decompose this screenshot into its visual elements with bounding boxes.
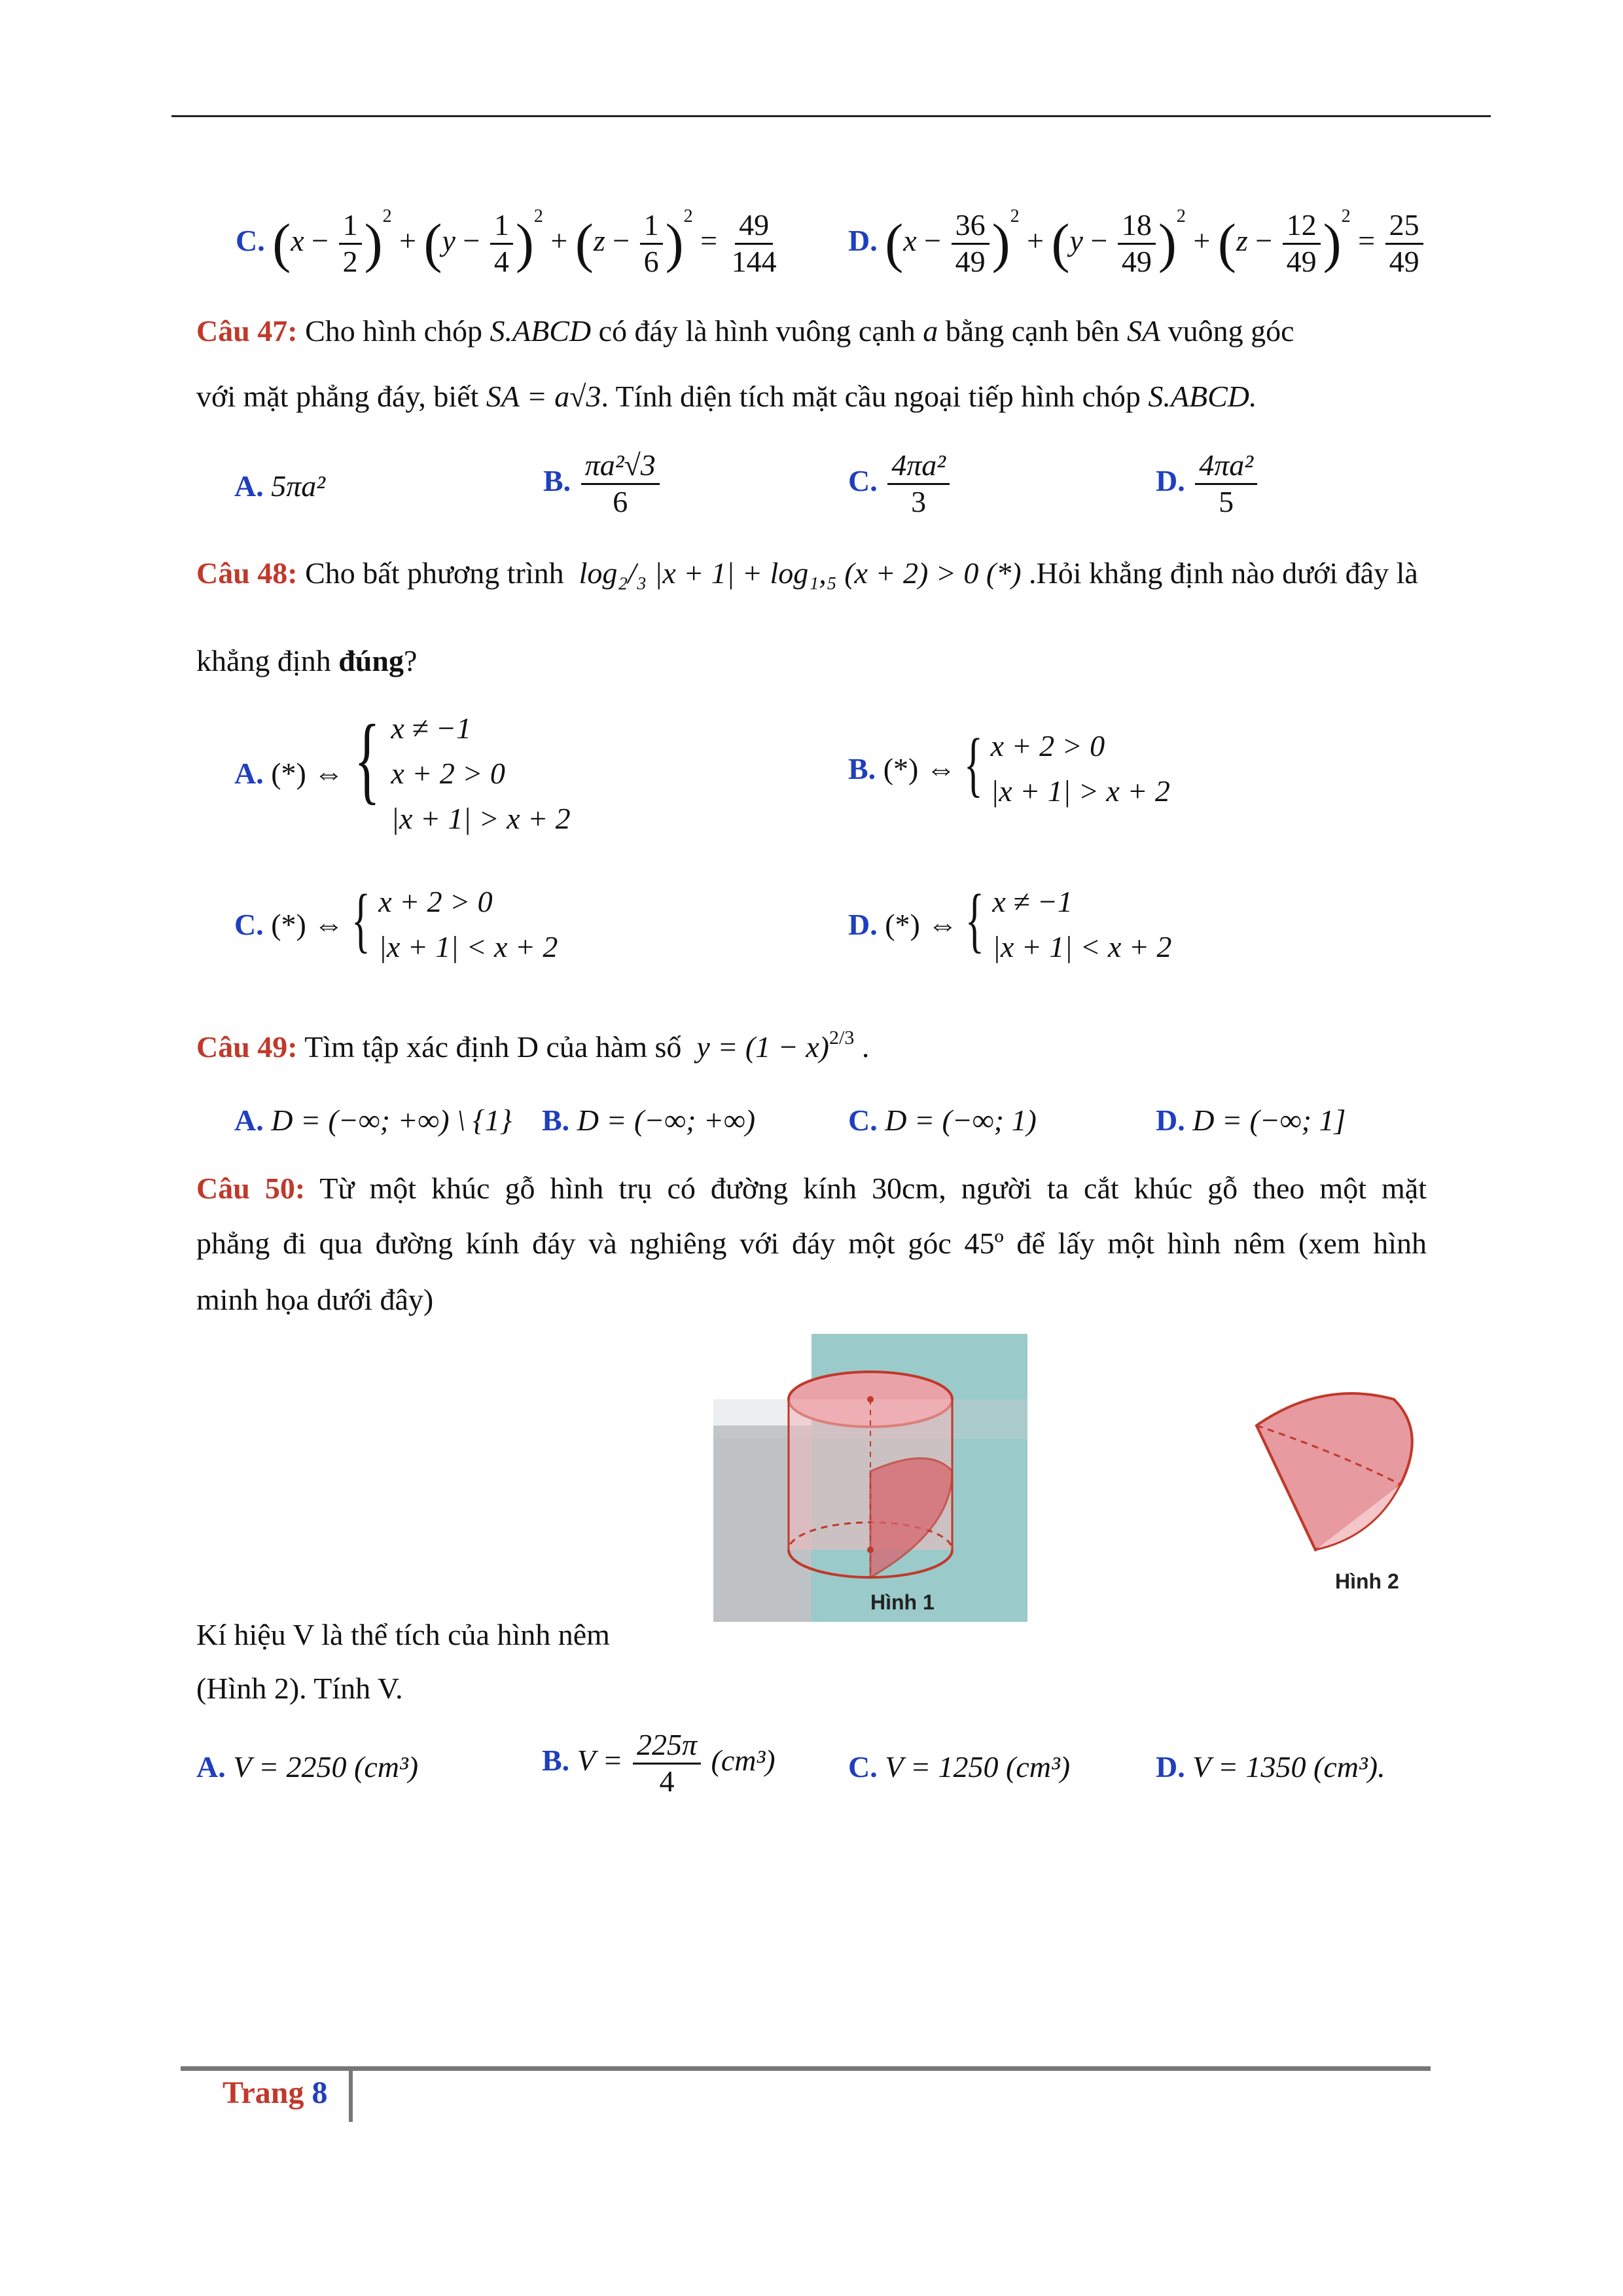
question-50: Câu 50: Từ một khúc gỗ hình trụ có đường kính 30cm, người ta cắt khúc gỗ theo một mặt bbox=[196, 1172, 1427, 1205]
q49-option-b: B. D = (−∞; +∞) bbox=[542, 1103, 756, 1137]
question-48-line2: khẳng định đúng? bbox=[196, 644, 418, 677]
prev-option-c: C. (x − $\frac{1}{2}$ )$^2$ + (y − $\frac{1}{4}$ )$^2$ + (z − $\frac{1}{6}$ )$^2$ = $\frac{49}{144}$ bbox=[236, 206, 777, 278]
q49-option-d: D. D = (−∞; 1] bbox=[1156, 1103, 1346, 1137]
question-50-line5: (Hình 2). Tính V. bbox=[196, 1672, 403, 1705]
option-label: D. bbox=[848, 223, 878, 257]
q50-option-a: A. V = 2250 (cm³) bbox=[196, 1750, 419, 1784]
q47-option-a: A. 5πa² bbox=[234, 469, 326, 503]
q48-option-a: A. (*) ⇔ { x ≠ −1 x + 2 > 0 |x + 1| > x + 2 bbox=[234, 705, 571, 836]
q50-option-d: D. V = 1350 (cm³). bbox=[1156, 1750, 1385, 1784]
q47-option-d: D. $\frac{\text{4πa²}}{5}$ bbox=[1156, 448, 1260, 520]
question-47: Câu 47: Cho hình chóp S.ABCD có đáy là hình vuông cạnh a bằng cạnh bên SA vuông góc bbox=[196, 314, 1294, 348]
prev-option-d: D. (x − $\frac{36}{49}$ )$^2$ + (y − $\frac{18}{49}$ )$^2$ + (z − $\frac{12}{49}$ )$^2$ = $\frac{25}{49}$ bbox=[848, 208, 1426, 279]
question-50-line4: Kí hiệu V là thể tích của hình nêm bbox=[196, 1618, 610, 1651]
question-48: Câu 48: Cho bất phương trình log₂/₃ |x + 1| + log₁,₅ (x + 2) > 0 (*) .Hỏi khẳng định nào dưới đây là bbox=[196, 556, 1418, 590]
q48-option-b: B. (*) ⇔ { x + 2 > 0 |x + 1| > x + 2 bbox=[848, 724, 1170, 808]
question-50-line3: minh họa dưới đây) bbox=[196, 1283, 434, 1316]
footer-rule bbox=[181, 2066, 1431, 2071]
page-number: 8 bbox=[312, 2075, 328, 2110]
wedge-diagram bbox=[1243, 1373, 1440, 1556]
header-rule bbox=[171, 115, 1491, 117]
question-49: Câu 49: Tìm tập xác định D của hàm số $y = (1 - x)^{2/3}$ . bbox=[196, 1027, 870, 1064]
q49-option-c: C. D = (−∞; 1) bbox=[848, 1103, 1037, 1137]
question-label: Câu 47: bbox=[196, 314, 298, 348]
cylinder-wedge-diagram bbox=[713, 1334, 1027, 1622]
footer-separator bbox=[349, 2068, 353, 2122]
question-47-line2: với mặt phẳng đáy, biết SA = a√3. Tính diện tích mặt cầu ngoại tiếp hình chóp S.ABCD. bbox=[196, 380, 1257, 413]
footer-label: Trang bbox=[223, 2075, 304, 2110]
page-footer bbox=[223, 2075, 327, 2111]
q47-option-b: B. $\frac{\text{πa²√3}}{6}$ bbox=[543, 448, 662, 520]
q48-option-d: D. (*) ⇔ { x ≠ −1 |x + 1| < x + 2 bbox=[848, 880, 1172, 964]
q49-option-a: A. D = (−∞; +∞) \ {1} bbox=[234, 1103, 512, 1137]
option-label: C. bbox=[236, 223, 265, 257]
q50-option-c: C. V = 1250 (cm³) bbox=[848, 1750, 1071, 1784]
figure-1 bbox=[713, 1334, 1027, 1622]
figure-1-caption: Hình 1 bbox=[870, 1590, 935, 1614]
q48-option-c: C. (*) ⇔ { x + 2 > 0 |x + 1| < x + 2 bbox=[234, 880, 558, 964]
figure-2 bbox=[1243, 1373, 1440, 1609]
figure-2-caption: Hình 2 bbox=[1335, 1570, 1399, 1593]
question-50-line2: phẳng đi qua đường kính đáy và nghiêng với đáy một góc 45º để lấy một hình nêm (xem hình bbox=[196, 1227, 1427, 1260]
q50-option-b: B. V = $\frac{225\pi}{4}$ (cm³) bbox=[542, 1728, 776, 1798]
q47-option-c: C. $\frac{\text{4πa²}}{3}$ bbox=[848, 448, 952, 520]
